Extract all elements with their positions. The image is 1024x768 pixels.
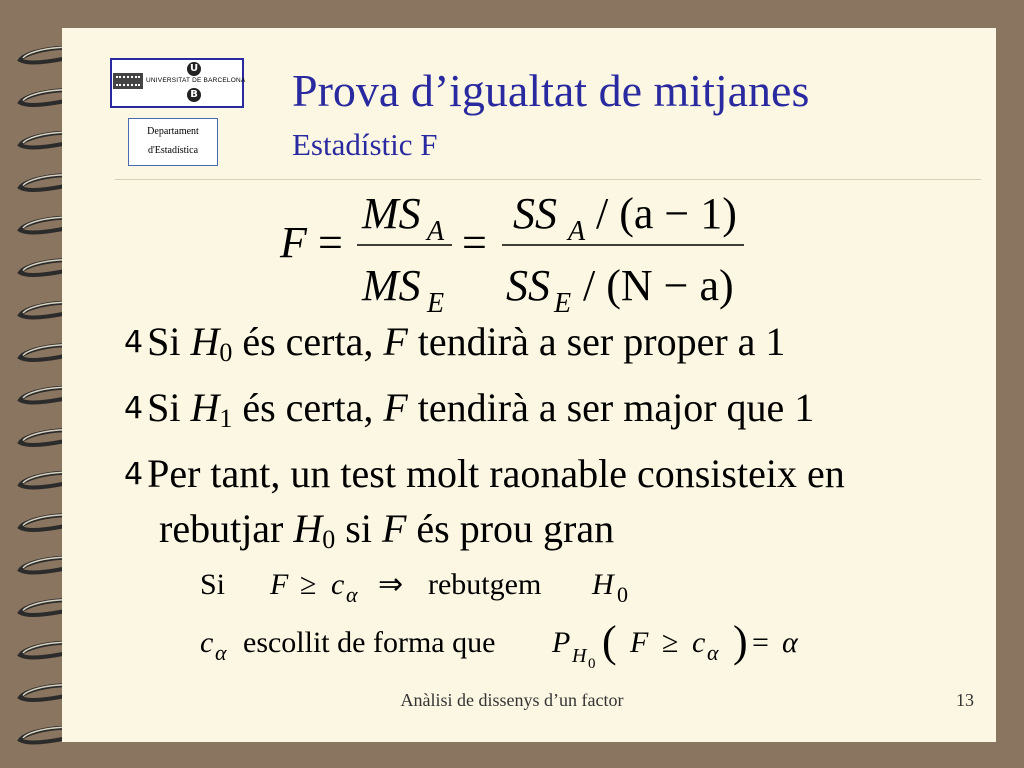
formula-ss-denominator: SS: [506, 261, 550, 310]
bullet-2-pre: Si: [147, 385, 191, 430]
rule2-eq: =: [752, 626, 769, 659]
formula-eq-1: =: [318, 218, 343, 267]
formula-ms-numerator: MS: [362, 189, 421, 238]
bullet-3-cont-hsub: 0: [322, 525, 336, 554]
formula-denominator-rest: / (N − a): [583, 261, 734, 310]
rule1-f: F: [270, 568, 289, 601]
rule1-hsub: 0: [617, 582, 628, 607]
rule2-psub: H: [572, 645, 587, 667]
rule1-h: H: [592, 568, 614, 601]
bullet-2: [124, 384, 814, 431]
rule1-word: rebutgem: [428, 568, 542, 601]
logo-text: UNIVERSITAT DE BARCELONA: [146, 77, 246, 84]
rule2-geq: ≥: [662, 626, 679, 659]
formula-numerator-rest: / (a − 1): [596, 189, 737, 238]
bullet-2-mid: és certa,: [232, 385, 384, 430]
rule2-psubsub: 0: [588, 656, 596, 672]
subtitle-text: Estadístic F: [292, 127, 438, 162]
bullet-2-f: F: [383, 385, 408, 430]
logo-u-mark: U: [187, 62, 201, 76]
bullet-4-icon: 4: [124, 325, 144, 360]
rule1-c: c: [331, 568, 345, 601]
rule2-close-paren: ): [733, 617, 748, 666]
rule2-open-paren: (: [602, 617, 617, 666]
formula-eq-2: =: [462, 218, 487, 267]
bullet-2-post: tendirà a ser major que 1: [407, 385, 815, 430]
bullet-3-cont-f: F: [381, 506, 407, 551]
page-number: 13: [956, 690, 974, 710]
rule2-c: c: [200, 626, 214, 659]
bullet-3-continuation: [159, 505, 614, 552]
bullet-4-icon: 4: [124, 391, 144, 426]
formula-f: F: [280, 218, 307, 267]
slide-title: Prova d’igualtat de mitjanes: [292, 65, 810, 116]
bullet-2-hsub: 1: [219, 404, 233, 433]
rule1-arrow: ⇒: [378, 568, 404, 601]
rule2-alpha3: α: [782, 626, 798, 659]
bullet-3-cont-post: és prou gran: [406, 506, 615, 551]
decision-rules: [0, 562, 1024, 672]
rule2-alpha: α: [215, 640, 227, 665]
formula-sub-a-2: A: [568, 216, 586, 247]
bullet-3-cont-h: H: [293, 506, 323, 551]
rule2-f: F: [630, 626, 649, 659]
rule2-c2: c: [692, 626, 706, 659]
rule2-alpha2: α: [707, 640, 719, 665]
bullet-3-cont-mid: si: [335, 506, 382, 551]
bullet-1-hsub: 0: [219, 338, 233, 367]
bullet-1-h: H: [190, 319, 220, 364]
department-line-1: Departament: [147, 126, 199, 137]
bullet-1-mid: és certa,: [232, 319, 384, 364]
bullet-1: [124, 318, 785, 365]
bullet-1-post: tendirà a ser proper a 1: [407, 319, 786, 364]
formula-ms-denominator: MS: [362, 261, 421, 310]
bullet-3-cont-pre: rebutjar: [159, 506, 294, 551]
bullet-3-text: Per tant, un test molt raonable consisteix en: [147, 451, 845, 496]
slide-footer: Anàlisi de dissenys d’un factor: [400, 690, 624, 710]
rule2-p: P: [552, 626, 571, 659]
logo-b-mark: B: [187, 88, 201, 102]
rule1-geq: ≥: [300, 568, 317, 601]
bullet-1-pre: Si: [147, 319, 191, 364]
f-statistic-formula: [0, 0, 1024, 320]
bullet-4-icon: 4: [124, 457, 144, 492]
formula-ss-numerator: SS: [513, 189, 557, 238]
rule2-text: escollit de forma que: [243, 626, 496, 659]
rule1-si: Si: [200, 568, 226, 601]
formula-sub-a-1: A: [427, 216, 445, 247]
department-line-2: d'Estadística: [147, 145, 199, 156]
formula-sub-e-1: E: [427, 288, 445, 319]
formula-sub-e-2: E: [554, 288, 572, 319]
bullet-3: [124, 450, 845, 497]
bullet-1-f: F: [383, 319, 408, 364]
rule1-alpha: α: [346, 582, 358, 607]
bullet-2-h: H: [190, 385, 220, 430]
